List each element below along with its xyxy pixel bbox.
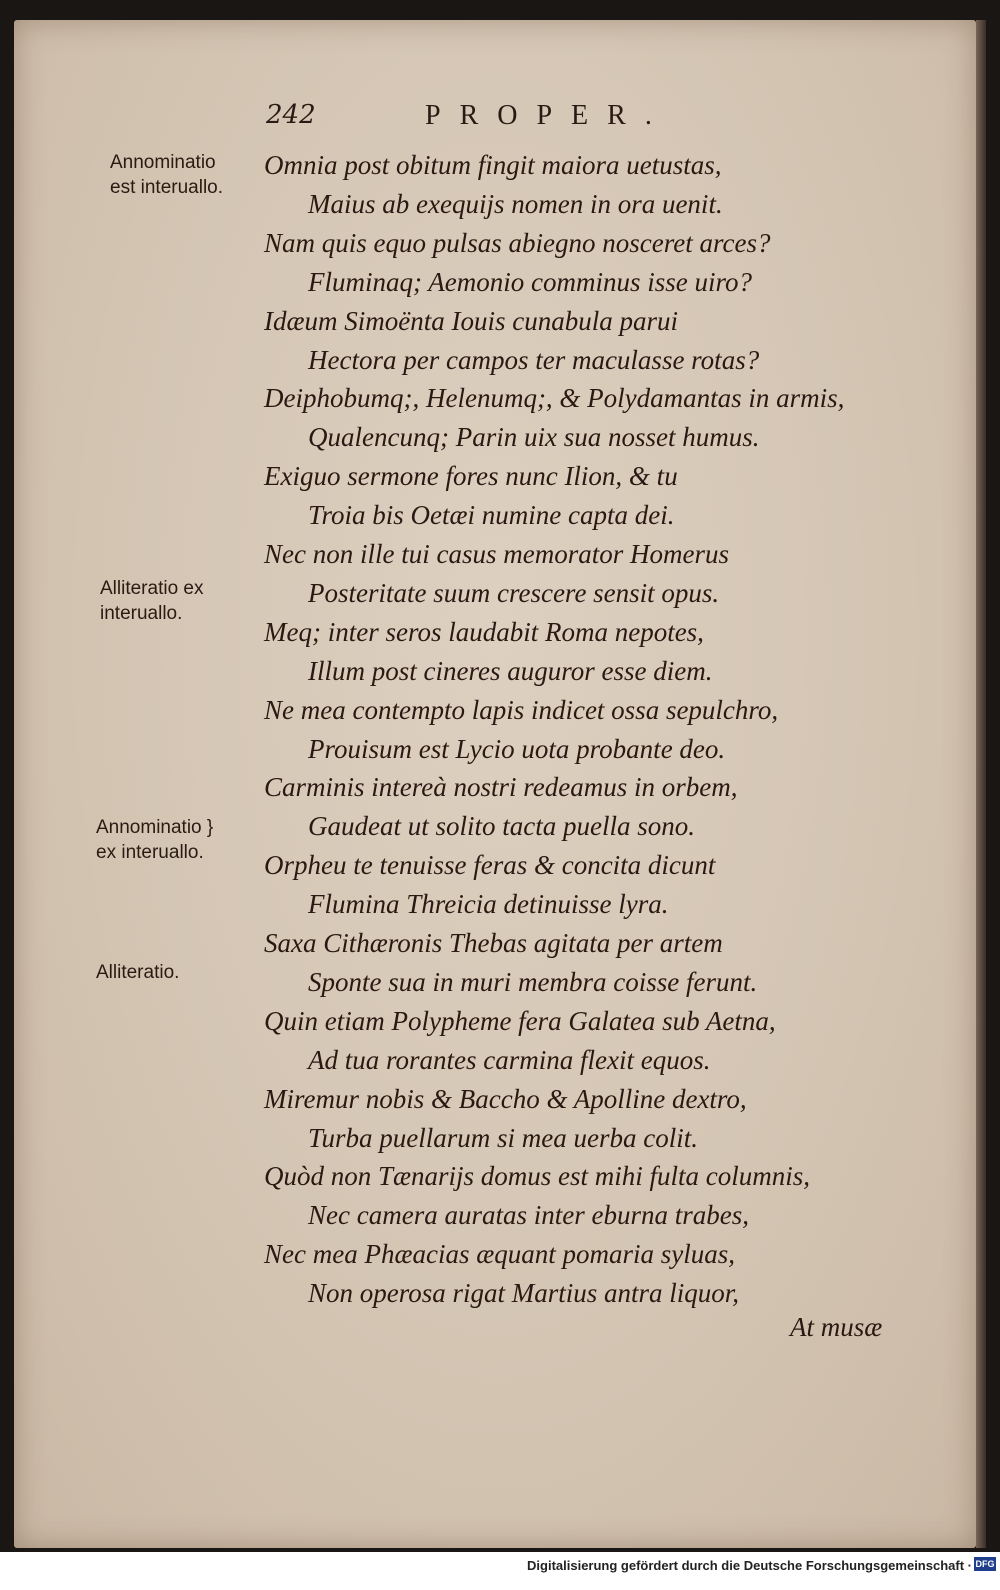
verse-line: Flumina Threicia detinuisse lyra. [308,889,669,920]
verse-line: Orpheu te tenuisse feras & concita dicunt [264,850,716,881]
marginal-note-line: Annominatio } ex interuallo. [96,817,214,863]
verse-line: Hectora per campos ter maculasse rotas? [308,344,760,375]
verse-line: Fluminaq; Aemonio comminus isse uiro? [308,266,752,297]
marginal-note-4 [96,960,179,985]
verse-line: Idæum Simoënta Iouis cunabula parui [264,305,678,336]
marginal-note-1 [110,150,223,200]
dfg-logo: DFG [975,1559,995,1569]
funding-credit: Digitalisierung gefördert durch die Deutsche Forschungsgemeinschaft · [527,1558,972,1573]
verse-line: Exiguo sermone fores nunc Ilion, & tu [264,461,678,492]
verse-line: Ad tua rorantes carmina flexit equos. [308,1044,711,1075]
verse-line: Quin etiam Polypheme fera Galatea sub Aetna, [264,1005,776,1036]
verse-line: Nec non ille tui casus memorator Homerus [264,539,729,569]
verse-line: Omnia post obitum fingit maiora uetustas, [264,150,722,180]
marginal-note-2 [100,576,204,626]
verse-line: Qualencunq; Parin uix sua nosset humus. [308,422,760,453]
marginal-note-line: Alliteratio ex interuallo. [100,578,204,624]
verse-line: Carminis intereà nostri redeamus in orbem, [264,772,738,803]
page-header [0,100,1000,140]
marginal-note-line: Annominatio est interuallo. [110,152,224,198]
verse-line: Gaudeat ut solito tacta puella sono. [308,811,695,842]
verse-line: Nec mea Phæacias æquant pomaria syluas, [264,1239,735,1270]
verse-line: Nec camera auratas inter eburna trabes, [308,1200,749,1231]
page-edge [976,20,986,1548]
verse-line: Posteritate suum crescere sensit opus. [308,577,720,608]
page-number: 242 [266,100,316,130]
verse-line: Ne mea contempto lapis indicet ossa sepulchro, [264,694,779,725]
verse-line: Turba puellarum si mea uerba colit. [308,1122,698,1153]
marginal-note-3 [96,815,213,865]
verse-line: Deiphobumq;, Helenumq;, & Polydamantas in armis, [264,383,845,414]
footer-bar [0,1552,1000,1590]
verse-line: Meq; inter seros laudabit Roma nepotes, [264,616,704,647]
verse-line: Maius ab exequijs nomen in ora uenit. [308,188,723,219]
verse-line: Miremur nobis & Baccho & Apolline dextro, [264,1083,747,1114]
catchword: At musæ [790,1312,883,1342]
running-head: PROPER. [425,100,671,131]
verse-line: Troia bis Oetæi numine capta dei. [308,500,675,531]
verse-line: Illum post cineres auguror esse diem. [308,655,713,686]
verse-line: Quòd non Tænarijs domus est mihi fulta columnis, [264,1161,811,1192]
verse-line: Saxa Cithæronis Thebas agitata per artem [264,928,723,958]
verse-line: Prouisum est Lycio uota probante deo. [308,733,726,764]
verse-line: Non operosa rigat Martius antra liquor, [308,1278,740,1309]
verse-line: Nam quis equo pulsas abiegno nosceret arces? [264,227,771,258]
verse-line: Sponte sua in muri membra coisse ferunt. [308,966,758,997]
marginal-note-line: Alliteratio. [96,962,180,983]
